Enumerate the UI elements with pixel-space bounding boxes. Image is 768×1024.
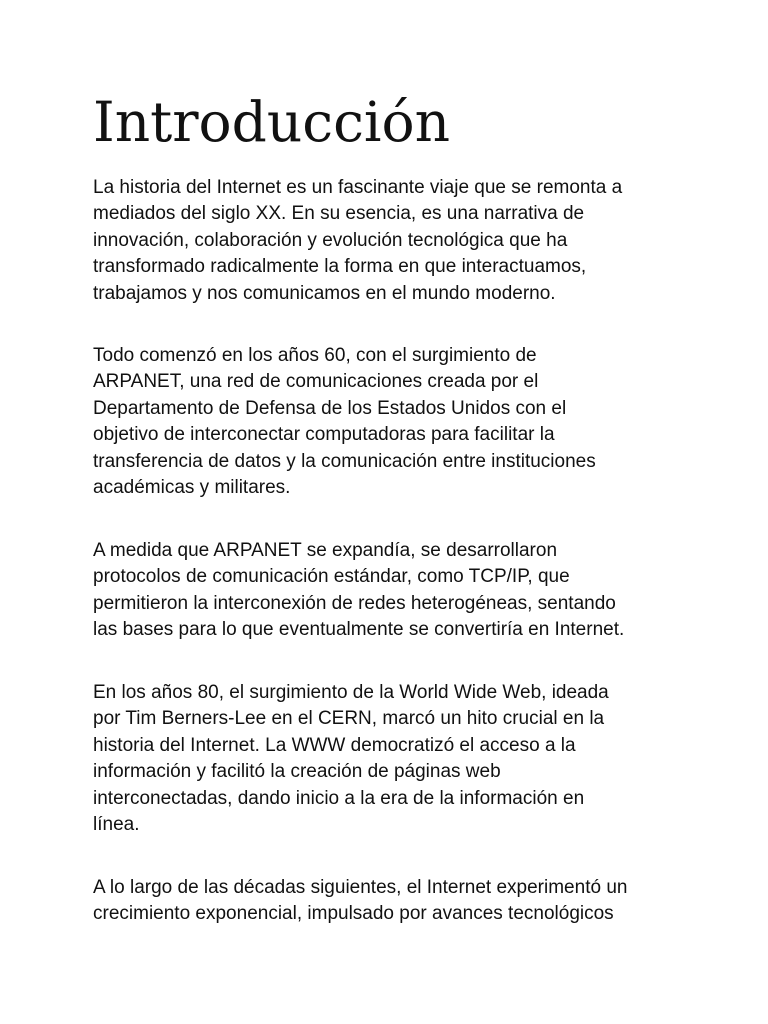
text-line: académicas y militares. xyxy=(93,477,291,499)
text-line: trabajamos y nos comunicamos en el mundo moderno. xyxy=(93,282,556,304)
text-line: A lo largo de las décadas siguientes, el Internet experimentó un xyxy=(93,877,628,898)
text-line: transformado radicalmente la forma en que interactuamos, xyxy=(93,256,587,278)
text-line: En los años 80, el surgimiento de la World Wide Web, ideada xyxy=(93,682,609,703)
text-line: interconectadas, dando inicio a la era de la información en xyxy=(93,787,585,809)
text-line: Todo comenzó en los años 60, con el surgimiento de xyxy=(93,345,537,366)
text-line: crecimiento exponencial, impulsado por avances tecnológicos xyxy=(93,903,614,925)
paragraph-5 xyxy=(93,875,703,928)
paragraph-2 xyxy=(93,343,703,501)
text-line: protocolos de comunicación estándar, como TCP/IP, que xyxy=(93,566,570,588)
text-line: transferencia de datos y la comunicación entre instituciones xyxy=(93,450,596,472)
text-line: La historia del Internet es un fascinante viaje que se remonta a xyxy=(93,177,623,198)
text-line: A medida que ARPANET se expandía, se desarrollaron xyxy=(93,540,558,561)
text-line: historia del Internet. La WWW democratizó el acceso a la xyxy=(93,734,576,756)
text-line: Departamento de Defensa de los Estados Unidos con el xyxy=(93,397,567,419)
text-line: por Tim Berners-Lee en el CERN, marcó un hito crucial en la xyxy=(93,708,605,730)
paragraph-1 xyxy=(93,175,703,307)
page-title: Introducción xyxy=(93,90,451,154)
text-line: permitieron la interconexión de redes heterogéneas, sentando xyxy=(93,592,616,614)
text-line: información y facilitó la creación de páginas web xyxy=(93,761,501,783)
text-line: línea. xyxy=(93,814,140,836)
paragraph-4 xyxy=(93,680,703,838)
text-line: las bases para lo que eventualmente se convertiría en Internet. xyxy=(93,619,625,641)
paragraph-3 xyxy=(93,538,703,644)
text-line: mediados del siglo XX. En su esencia, es una narrativa de xyxy=(93,203,585,225)
text-line: objetivo de interconectar computadoras para facilitar la xyxy=(93,424,555,446)
text-line: innovación, colaboración y evolución tecnológica que ha xyxy=(93,229,568,251)
text-line: ARPANET, una red de comunicaciones creada por el xyxy=(93,371,539,393)
